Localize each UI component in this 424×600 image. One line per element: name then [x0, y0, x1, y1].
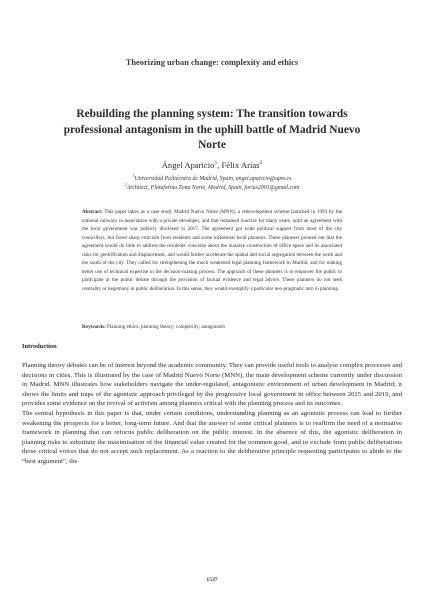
affiliation-superscript: 2: [124, 183, 127, 188]
author-separator: ,: [217, 160, 222, 170]
author-name: Félix Arias: [221, 160, 260, 170]
author-name: Ángel Aparicio: [161, 160, 215, 170]
keywords-text: Planning ethics; planning theory; complexity; antagonism: [105, 324, 225, 330]
affiliation-text: Architect, Plataforma Zona Norte, Madrid, Spain, farias2001@gmail.com: [126, 185, 300, 191]
affiliation-superscript: 1: [132, 174, 135, 179]
running-header: Theorizing urban change: complexity and ethics: [125, 58, 299, 67]
paragraph: The central hypothesis in this paper is that, under certain conditions, understanding planning as an agonistic process can lead to further weakening the prospects for a better, long-term future. And that the answer of some critical planners is to reaffirm the need of a normative framework in planning that can refocus public deliberation on the public interest. In the absence of this, the agonistic deliberation in planning risks to substitute the maximisation of the financial value created for the common good, and to exclude from public deliberations those critical voices that do not accept such replacement. As a reaction to the deliberative principle requesting participants to abide to the “best argument”, the: [22, 409, 402, 465]
affiliation-2: [0, 185, 424, 191]
paper-title: Rebuilding the planning system: The transition towards professional antagonism in the uphill battle of Madrid Nuevo Norte: [63, 108, 361, 152]
author-superscript: 1: [214, 160, 218, 167]
page-number: 1537: [206, 577, 218, 583]
abstract: [82, 208, 342, 293]
keywords: [82, 324, 342, 330]
author-line: [0, 160, 424, 170]
section-heading: Introduction: [22, 343, 57, 350]
affiliation-text: Universidad Politécnica de Madrid, Spain, angel.aparicio@upm.es: [134, 176, 292, 182]
abstract-text: This paper takes as a case study Madrid Nuevo Norte (MNN), a redevelopment scheme launched in 1993 by the national railways in association with a private developer, and that remained inactive for many years, until an agreement with the local government was publicly disclosed in 2017. The agreement got wide political support from most of the city councillors, but faced sharp criticism from residents and some influential local planners. These planners pointed out that the agreement would do little to address the residents' concerns about the massive construction of office space and its associated risks for gentrification and displacement, and would further accelerate the spatial and social segregation between the north and the south of the city. They called for strengthening the much weakened legal planning framework in Madrid, and for making better use of technical expertise in the decision-making process. The approach of these planners is to empower the public to participate at the public debate through the provision of factual evidence and legal advice. These planners do not seek centrality or hegemony in public deliberation. In this sense, they would exemplify a particular neo-pragmatic turn in planning.: [82, 209, 342, 292]
paragraph: Planning theory debates can be of interest beyond the academic community. They can provide useful tools to analyse complex processes and decisions in cities. This is illustrated by the case of Madrid Nuevo Norte (MNN), the main development scheme currently under discussion in Madrid. MNN illustrates how stakeholders navigate the under-regulated, antagonistic environment of urban development in Madrid; it shows the limits and traps of the agonistic approach privileged by the progressive local government in office between 2015 and 2019, and provides some evidence on the revival of activism among planners critical with the planning process and its outcomes.: [22, 362, 402, 408]
abstract-label: Abstract:: [82, 209, 103, 215]
keywords-label: Keywords:: [82, 324, 106, 330]
author-superscript: 2: [259, 160, 263, 167]
affiliation-1: [0, 176, 424, 182]
body-text: [22, 361, 402, 467]
